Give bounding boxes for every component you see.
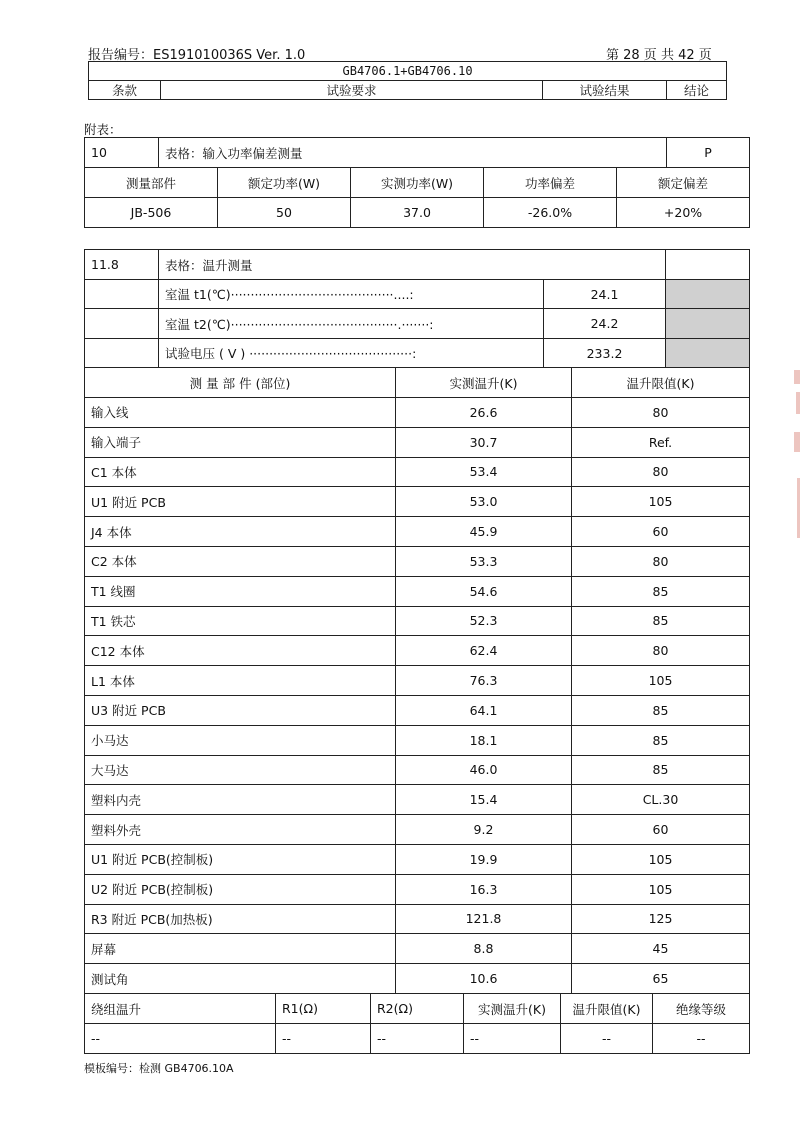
condition-value: 24.1 (544, 280, 666, 309)
rise-limit: 85 (572, 695, 750, 725)
measured-rise: 15.4 (396, 785, 572, 815)
measured-rise: 53.0 (396, 487, 572, 517)
part-name: T1 线圈 (85, 576, 396, 606)
measured-rise: 121.8 (396, 904, 572, 934)
part-name: 输入端子 (85, 427, 396, 457)
table-row (85, 755, 750, 785)
winding-header-class: 绝缘等级 (653, 994, 750, 1024)
part-name: J4 本体 (85, 517, 396, 547)
rise-limit: 85 (572, 725, 750, 755)
winding-header-r1: R1(Ω) (276, 994, 371, 1024)
measured-rise: 64.1 (396, 695, 572, 725)
measured-rise: 62.4 (396, 636, 572, 666)
measured-rise: 8.8 (396, 934, 572, 964)
power-clause: 10 (85, 138, 159, 168)
table-row (85, 964, 750, 994)
temp-header-part: 测 量 部 件 (部位) (85, 368, 396, 398)
power-header-deviation: 功率偏差 (484, 168, 617, 198)
rise-limit: 105 (572, 874, 750, 904)
part-name: R3 附近 PCB(加热板) (85, 904, 396, 934)
part-name: 输入线 (85, 398, 396, 428)
measured-rise: 54.6 (396, 576, 572, 606)
table-row (85, 487, 750, 517)
measured-rise: 45.9 (396, 517, 572, 547)
power-header-part: 测量部件 (85, 168, 218, 198)
rise-limit: 80 (572, 546, 750, 576)
winding-cell: -- (85, 1024, 276, 1054)
power-title: 表格：输入功率偏差测量 (159, 138, 667, 168)
rise-limit: CL.30 (572, 785, 750, 815)
table-row (85, 695, 750, 725)
winding-header-limit: 温升限值(K) (561, 994, 653, 1024)
measured-rise: 30.7 (396, 427, 572, 457)
table-row (85, 636, 750, 666)
page-number: 第 28 页 共 42 页 (606, 48, 712, 63)
table-row (85, 874, 750, 904)
power-cell-rated: 50 (218, 198, 351, 228)
measured-rise: 9.2 (396, 815, 572, 845)
stamp-fragment (794, 370, 800, 384)
part-name: C1 本体 (85, 457, 396, 487)
part-name: 屏幕 (85, 934, 396, 964)
measured-rise: 46.0 (396, 755, 572, 785)
condition-shaded-cell (666, 309, 750, 339)
power-header-rated: 额定功率(W) (218, 168, 351, 198)
part-name: T1 铁芯 (85, 606, 396, 636)
power-cell-rated-deviation: +20% (617, 198, 750, 228)
rise-limit: 65 (572, 964, 750, 994)
winding-table (84, 993, 750, 1054)
table-row (85, 427, 750, 457)
condition-blank (85, 339, 159, 368)
rise-limit: 105 (572, 844, 750, 874)
temp-header-limit: 温升限值(K) (572, 368, 750, 398)
winding-cell: -- (561, 1024, 653, 1054)
table-row (85, 666, 750, 696)
condition-label: 试验电压 ( V ) ·········································: (159, 339, 544, 368)
rise-limit: 80 (572, 636, 750, 666)
rise-limit: 125 (572, 904, 750, 934)
power-cell-part: JB-506 (85, 198, 218, 228)
table-row (85, 725, 750, 755)
template-number: 模板编号：检测 GB4706.10A (84, 1062, 234, 1075)
report-number: 报告编号：ES191010036S Ver. 1.0 (88, 48, 306, 63)
winding-cell: -- (371, 1024, 464, 1054)
table-row (85, 576, 750, 606)
winding-header-measured: 实测温升(K) (464, 994, 561, 1024)
winding-cell: -- (653, 1024, 750, 1054)
stamp-fragment (794, 432, 800, 452)
part-name: C2 本体 (85, 546, 396, 576)
condition-blank (85, 309, 159, 339)
temp-header-measured: 实测温升(K) (396, 368, 572, 398)
rise-limit: 60 (572, 815, 750, 845)
power-table (84, 137, 750, 228)
part-name: 测试角 (85, 964, 396, 994)
part-name: 大马达 (85, 755, 396, 785)
part-name: U2 附近 PCB(控制板) (85, 874, 396, 904)
rise-limit: 45 (572, 934, 750, 964)
table-row (85, 934, 750, 964)
appendix-label: 附表： (84, 122, 122, 137)
part-name: 塑料外壳 (85, 815, 396, 845)
table-row (85, 517, 750, 547)
col-requirement: 试验要求 (161, 81, 543, 100)
table-row (85, 606, 750, 636)
condition-value: 233.2 (544, 339, 666, 368)
part-name: C12 本体 (85, 636, 396, 666)
table-row (85, 546, 750, 576)
part-name: 小马达 (85, 725, 396, 755)
part-name: U1 附近 PCB (85, 487, 396, 517)
measured-rise: 53.3 (396, 546, 572, 576)
winding-cell: -- (464, 1024, 561, 1054)
measured-rise: 16.3 (396, 874, 572, 904)
rise-limit: 105 (572, 487, 750, 517)
temp-title: 表格：温升测量 (159, 250, 666, 280)
rise-limit: 85 (572, 576, 750, 606)
part-name: 塑料内壳 (85, 785, 396, 815)
col-result: 试验结果 (543, 81, 667, 100)
temp-title-blank (666, 250, 750, 280)
power-verdict: P (667, 138, 750, 168)
temp-rise-table (84, 367, 750, 994)
col-clause: 条款 (89, 81, 161, 100)
measured-rise: 19.9 (396, 844, 572, 874)
rise-limit: 85 (572, 606, 750, 636)
power-header-measured: 实测功率(W) (351, 168, 484, 198)
measured-rise: 18.1 (396, 725, 572, 755)
condition-label: 室温 t2(℃)··········································.·······: (159, 309, 544, 339)
table-row (85, 398, 750, 428)
power-cell-measured: 37.0 (351, 198, 484, 228)
standard-title: GB4706.1+GB4706.10 (89, 62, 727, 81)
power-header-rated-deviation: 额定偏差 (617, 168, 750, 198)
table-row (85, 457, 750, 487)
condition-label: 室温 t1(℃)·········································....: (159, 280, 544, 309)
table-row (85, 785, 750, 815)
temp-conditions-table (84, 249, 750, 368)
rise-limit: 60 (572, 517, 750, 547)
measured-rise: 26.6 (396, 398, 572, 428)
rise-limit: 80 (572, 398, 750, 428)
measured-rise: 53.4 (396, 457, 572, 487)
condition-shaded-cell (666, 280, 750, 309)
measured-rise: 76.3 (396, 666, 572, 696)
power-cell-deviation: -26.0% (484, 198, 617, 228)
table-row (85, 904, 750, 934)
header-table (88, 61, 727, 100)
part-name: U1 附近 PCB(控制板) (85, 844, 396, 874)
rise-limit: 105 (572, 666, 750, 696)
condition-blank (85, 280, 159, 309)
winding-header-r2: R2(Ω) (371, 994, 464, 1024)
winding-header-name: 绕组温升 (85, 994, 276, 1024)
rise-limit: Ref. (572, 427, 750, 457)
measured-rise: 10.6 (396, 964, 572, 994)
part-name: U3 附近 PCB (85, 695, 396, 725)
measured-rise: 52.3 (396, 606, 572, 636)
condition-value: 24.2 (544, 309, 666, 339)
stamp-fragment (796, 392, 800, 414)
rise-limit: 85 (572, 755, 750, 785)
rise-limit: 80 (572, 457, 750, 487)
condition-shaded-cell (666, 339, 750, 368)
table-row (85, 815, 750, 845)
part-name: L1 本体 (85, 666, 396, 696)
temp-clause: 11.8 (85, 250, 159, 280)
col-verdict: 结论 (667, 81, 727, 100)
table-row (85, 844, 750, 874)
winding-cell: -- (276, 1024, 371, 1054)
